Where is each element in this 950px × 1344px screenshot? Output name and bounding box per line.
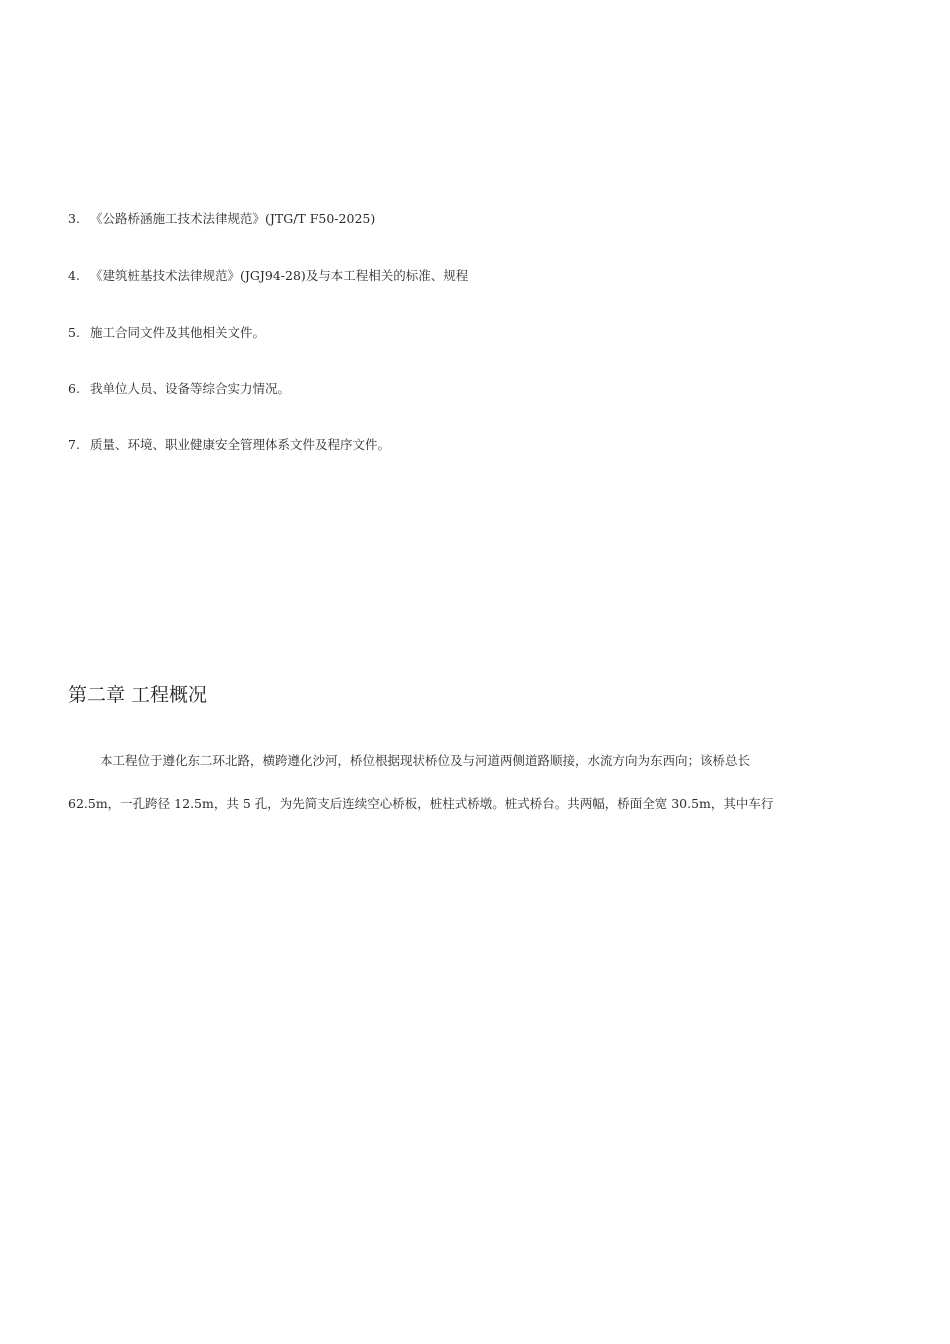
paragraph-line-1: 本工程位于遵化东二环北路，横跨遵化沙河，桥位根据现状桥位及与河道两侧道路顺接，水流方向为东西向；该桥总长: [100, 753, 751, 768]
reference-text: 《公路桥涵施工技术法律规范》(JTG/T F50-2025): [90, 211, 376, 226]
reference-item-4: [68, 268, 468, 284]
reference-item-6: [68, 381, 290, 397]
reference-number: 3.: [68, 211, 80, 226]
reference-text: 《建筑桩基技术法律规范》(JGJ94-28)及与本工程相关的标准、规程: [90, 268, 469, 283]
paragraph-line-2: 62.5m，一孔跨径 12.5m，共 5 孔，为先简支后连续空心桥板，桩柱式桥墩。桩式桥台。共两幅，桥面全宽 30.5m，其中车行: [68, 796, 774, 811]
reference-text: 施工合同文件及其他相关文件。: [90, 325, 266, 340]
reference-number: 5.: [68, 325, 80, 340]
reference-text: 质量、环境、职业健康安全管理体系文件及程序文件。: [90, 437, 391, 452]
reference-item-7: [68, 437, 390, 453]
reference-number: 4.: [68, 268, 80, 283]
reference-item-3: [68, 211, 375, 227]
reference-number: 6.: [68, 381, 80, 396]
reference-number: 7.: [68, 437, 80, 452]
reference-item-5: [68, 325, 265, 341]
chapter-title: 第二章 工程概况: [68, 684, 208, 706]
reference-text: 我单位人员、设备等综合实力情况。: [90, 381, 291, 396]
